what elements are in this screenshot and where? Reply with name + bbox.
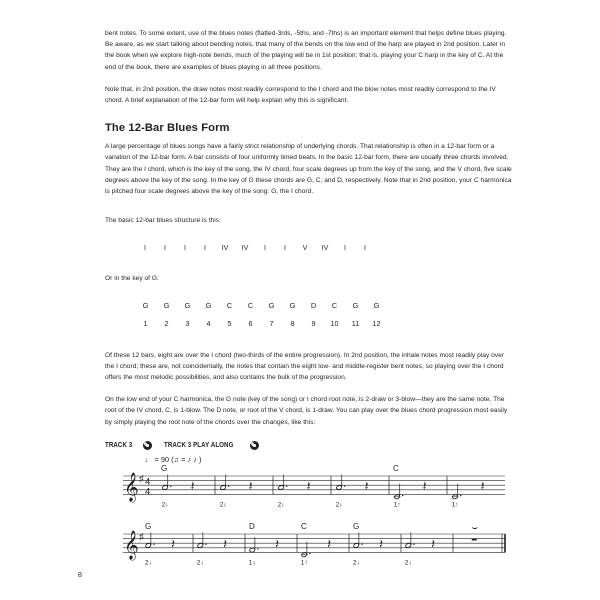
tab-number: 1↑ — [300, 559, 308, 567]
chord-symbol-cell: C — [331, 300, 338, 310]
augmentation-dot — [153, 543, 154, 544]
quarter-rest-glyph: 𝄽 — [171, 536, 176, 552]
paragraph-structure-intro: The basic 12-bar blues structure is this: — [105, 217, 221, 225]
chord-symbol-cell: G — [205, 300, 212, 310]
paragraph-eight-bars: Of these 12 bars, eight are over the I chord (two-thirds of the entire progression). In 2nd position, the inhale notes most readily play over the I chord; these are, not coincidentally, the notes that contain the eight low- and middle-register bent notes, so playing over the I chord offers the most melodic possibilities, and also contains the bulk of the progression. — [105, 351, 505, 382]
chord-chart — [105, 301, 513, 328]
paragraph-second-position: Note that, in 2nd position, the draw notes most readily correspond to the I chord and the blow notes most readily correspond to the IV chord. A brief explanation of the 12-bar form will help explain why this is significant. — [105, 85, 496, 105]
chord-symbol-cell: G — [268, 300, 275, 310]
chord-symbol: G — [161, 463, 168, 473]
quarter-rest-glyph: 𝄽 — [327, 536, 332, 552]
augmentation-dot — [309, 553, 310, 554]
roman-numeral-cell: I — [284, 245, 286, 253]
key-signature-sharp: ♯ — [139, 531, 144, 542]
bar-number-cell: 1 — [143, 318, 148, 328]
tempo-marking: ♩ = 90 (♫ = ♪ ♪ ) — [145, 454, 202, 464]
augmentation-dot — [205, 543, 206, 544]
bar-number-cell: 9 — [311, 318, 316, 328]
paragraph-12-bar-explanation: A large percentage of blues songs have a fairly strict relationship of underlying chords. That relationship is often in a 12-bar form or a variation of the 12-bar form. A bar consists of four uniformly timed beats. In the basic 12-bar form, there are usually three chords involved. They are the I chord, which is the key of the song, the IV chord, four scale degrees up from the key of the song, and the V chord, five scale degrees above the key of the song. In the key of G these chords are G, C, and D, respectively. Note that in 2nd position, your C harmonica is pitched four scale degrees above the key of the song: G, the I chord. — [105, 143, 512, 196]
roman-numeral-cell: I — [184, 245, 186, 253]
chord-symbol-cell: C — [247, 300, 254, 310]
note-head — [278, 485, 284, 490]
note-head — [220, 485, 226, 490]
bar-number-cell: 11 — [351, 318, 360, 328]
augmentation-dot — [344, 485, 345, 486]
quarter-rest-glyph: 𝄽 — [275, 536, 280, 552]
bar-number-cell: 10 — [330, 318, 339, 328]
note-head — [353, 543, 359, 548]
roman-numeral-cell: I — [164, 245, 166, 253]
chord-symbol-cell: G — [289, 300, 296, 310]
quarter-rest-glyph: 𝄽 — [431, 536, 436, 552]
augmentation-dot — [361, 543, 362, 544]
note-head — [145, 543, 151, 548]
cd-icon — [250, 441, 259, 450]
roman-numeral-cell: I — [264, 245, 266, 253]
quarter-rest-glyph: 𝄽 — [379, 536, 384, 552]
tab-number: 2↓ — [144, 559, 152, 567]
bar-number-cell: 8 — [290, 318, 295, 328]
roman-numeral-cell: I — [364, 245, 366, 253]
time-signature-numerator: 4 — [145, 476, 151, 488]
chord-symbol-cell: G — [184, 300, 191, 310]
bar-number-row — [135, 319, 513, 328]
augmentation-dot — [170, 485, 171, 486]
time-signature-denominator: 4 — [145, 486, 151, 498]
roman-numeral-row — [135, 245, 513, 252]
note-head — [405, 543, 411, 548]
note-head — [197, 543, 203, 548]
treble-clef-glyph: 𝄞 — [124, 530, 139, 559]
paragraph-root-notes: On the low end of your C harmonica, the G note (key of the song) or I chord root note, is 2-draw or 3-blow—they are the same note. The root of the IV chord, C, is 1-blow. The D note, or root of the V chord, is 1-draw. You can play over the blues chord progression most easily by simply playing the root note of the chords over the changes, like this: — [105, 396, 508, 426]
augmentation-dot — [257, 548, 258, 549]
chord-symbol: D — [249, 521, 255, 531]
roman-numeral-cell: IV — [221, 245, 229, 253]
quarter-rest-glyph: 𝄽 — [190, 478, 195, 494]
roman-numeral-cell: IV — [241, 245, 249, 253]
roman-numeral-cell: I — [204, 245, 206, 253]
bar-number-cell: 7 — [269, 318, 274, 328]
staff-system-1 — [105, 450, 513, 514]
tab-number: 2↓ — [404, 559, 412, 567]
tab-number: 2↓ — [219, 501, 227, 509]
roman-numeral-cell: I — [344, 245, 346, 253]
whole-rest — [472, 538, 477, 540]
tab-number: 1↑ — [451, 501, 459, 509]
page-content — [105, 28, 513, 574]
chord-symbol-cell: C — [226, 300, 233, 310]
chord-symbol-cell: D — [310, 300, 317, 310]
roman-numeral-cell: I — [144, 245, 146, 253]
note-head — [162, 485, 168, 490]
chord-symbol: G — [145, 521, 152, 531]
chord-symbol-row — [135, 301, 513, 310]
staff-svg-1 — [105, 450, 513, 514]
chord-symbol-cell: G — [373, 300, 380, 310]
bar-number-cell: 2 — [164, 318, 169, 328]
quarter-rest-glyph: 𝄽 — [364, 478, 369, 494]
augmentation-dot — [413, 543, 414, 544]
roman-numeral-cell: V — [302, 245, 308, 253]
track-markers — [105, 441, 513, 450]
staff-system-2 — [105, 514, 513, 574]
quarter-rest-glyph: 𝄽 — [306, 478, 311, 494]
chord-symbol: G — [353, 521, 360, 531]
bar-number-cell: 12 — [372, 318, 381, 328]
track-label-1: TRACK 3 — [105, 441, 133, 449]
tab-number: 1↑ — [393, 501, 401, 509]
fermata-glyph: ⌣ — [471, 522, 479, 534]
roman-numeral-chart — [105, 245, 513, 252]
quarter-rest-glyph: 𝄽 — [248, 478, 253, 494]
chord-symbol: C — [393, 463, 399, 473]
tab-number: 2↓ — [352, 559, 360, 567]
chord-symbol-cell: G — [352, 300, 359, 310]
tab-number: 2↓ — [335, 501, 343, 509]
bar-number-cell: 4 — [206, 318, 211, 328]
key-signature-sharp: ♯ — [139, 473, 144, 484]
augmentation-dot — [228, 485, 229, 486]
tab-number: 2↓ — [277, 501, 285, 509]
augmentation-dot — [460, 495, 461, 496]
note-head — [249, 547, 255, 552]
bar-number-cell: 5 — [227, 318, 232, 328]
tab-number: 2↓ — [196, 559, 204, 567]
cd-icon — [143, 441, 152, 450]
staff-svg-2 — [105, 514, 513, 574]
tab-number: 1↓ — [248, 559, 256, 567]
bar-number-cell: 6 — [248, 318, 253, 328]
quarter-rest-glyph: 𝄽 — [223, 536, 228, 552]
quarter-rest-glyph: 𝄽 — [480, 478, 485, 494]
augmentation-dot — [286, 485, 287, 486]
tab-number: 2↓ — [161, 501, 169, 509]
chord-symbol: C — [301, 521, 307, 531]
treble-clef-glyph: 𝄞 — [124, 472, 139, 501]
quarter-rest-glyph: 𝄽 — [422, 478, 427, 494]
bar-number-cell: 3 — [185, 318, 190, 328]
note-head — [336, 485, 342, 490]
section-heading-12-bar-blues-form: The 12-Bar Blues Form — [105, 122, 230, 135]
music-notation — [105, 450, 513, 574]
paragraph-key-of-g-intro: Or in the key of G: — [105, 275, 159, 283]
page-number: 8 — [78, 572, 82, 579]
roman-numeral-cell: IV — [321, 245, 329, 253]
augmentation-dot — [402, 495, 403, 496]
paragraph-bent-notes: bent notes. To some extent, use of the blues notes (flatted-3rds, -5ths, and -7ths) is an important element that helps define blues playing. Be aware, as we start talking about bending notes, that many of the bends on the low end of the harp are played in 2nd position. Later in the book when we explore high-note bends, much of the playing will be in 1st position; that is, playing your C harp in the key of C. At the end of the book, there are examples of blues playing in all three positions. — [105, 30, 507, 71]
chord-symbol-cell: G — [142, 300, 149, 310]
chord-symbol-cell: G — [163, 300, 170, 310]
track-label-2: TRACK 3 PLAY ALONG — [164, 441, 234, 449]
